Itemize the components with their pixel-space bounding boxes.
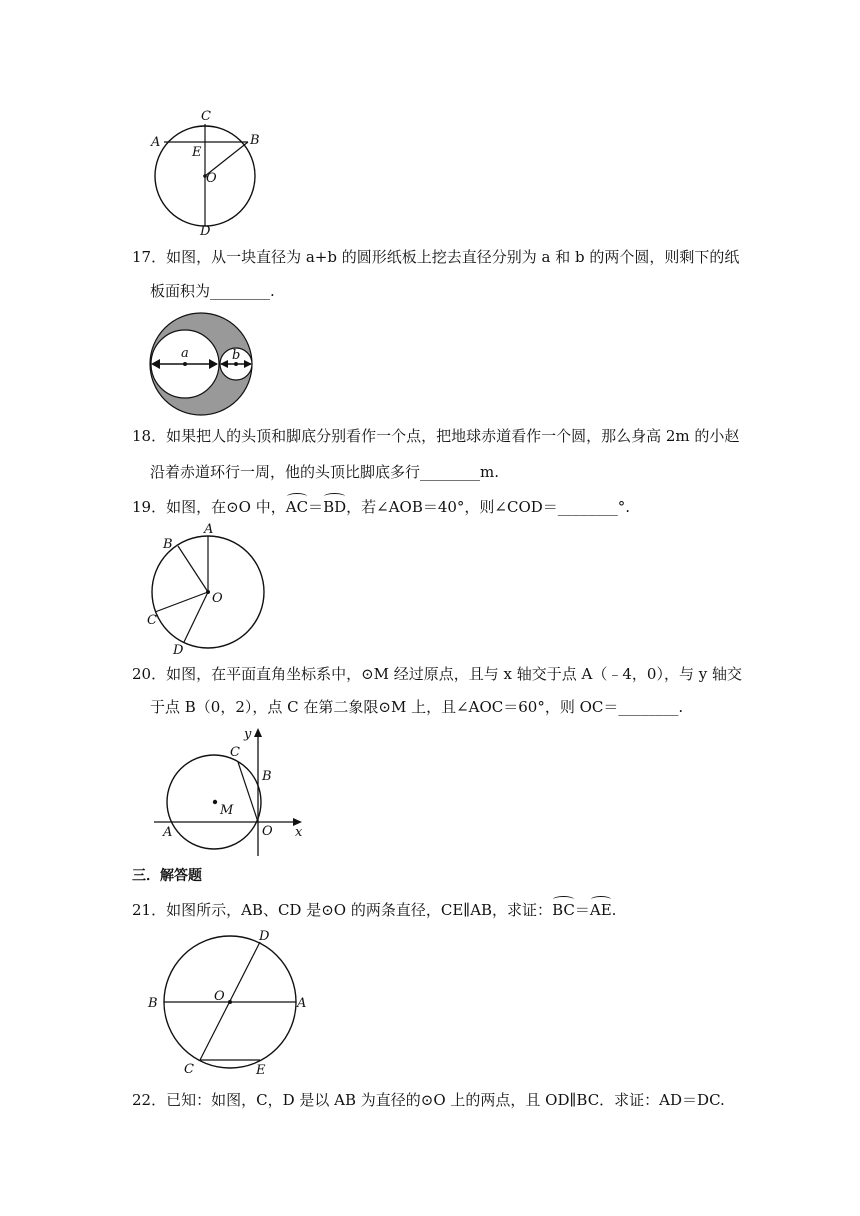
figure-17-circles — [148, 312, 258, 416]
q18-line2: 沿着赤道环行一周，他的头顶比脚底多行________m. — [150, 463, 499, 481]
label-a: A — [297, 996, 307, 1011]
label-c: C — [184, 1062, 194, 1077]
radius-ob — [178, 546, 208, 592]
label-d: D — [173, 643, 184, 656]
label-y: y — [244, 727, 252, 742]
center-a-dot — [183, 362, 187, 366]
label-x: x — [295, 825, 303, 840]
label-c: C — [201, 109, 211, 124]
label-a: A — [163, 825, 173, 840]
q19-eq: ＝ — [308, 498, 324, 516]
q18-line1: 18．如果把人的头顶和脚底分别看作一个点，把地球赤道看作一个圆，那么身高 2m 的小赵 — [132, 427, 740, 445]
q19-suffix: ，若∠AOB＝40°，则∠COD＝________°. — [346, 498, 631, 516]
label-e: E — [256, 1063, 266, 1078]
label-m: M — [220, 803, 234, 818]
q21-suffix: . — [611, 901, 617, 919]
center-o-dot — [206, 590, 210, 594]
label-o: O — [212, 591, 223, 606]
figure-21-circle — [146, 926, 312, 1078]
label-c: C — [147, 613, 157, 628]
q19-arc-bd: BD — [323, 498, 347, 516]
label-o: O — [214, 989, 225, 1004]
q22-line1: 22．已知：如图，C，D 是以 AB 为直径的⊙O 上的两点，且 OD∥BC．求证：AD＝DC. — [132, 1091, 725, 1109]
label-o: O — [206, 171, 217, 186]
q21-eq: ＝ — [574, 901, 590, 919]
label-e: E — [192, 145, 202, 160]
label-a: A — [151, 135, 161, 150]
label-o: O — [262, 824, 273, 839]
label-b: B — [163, 537, 173, 552]
center-o-dot — [228, 1000, 232, 1004]
label-b: B — [262, 769, 272, 784]
label-b: b — [232, 348, 241, 363]
q21-arc-bc: BC — [552, 901, 575, 919]
q20-line2: 于点 B（0，2），点 C 在第二象限⊙M 上，且∠AOC＝60°，则 OC＝________. — [150, 698, 684, 716]
q21-line — [132, 900, 616, 920]
y-axis-arrow — [254, 728, 262, 737]
segment-oc — [238, 762, 258, 822]
q17-line1: 17．如图，从一块直径为 a+b 的圆形纸板上挖去直径分别为 a 和 b 的两个圆，则剩下的纸 — [132, 248, 740, 266]
label-c: C — [230, 745, 240, 760]
q19-line — [132, 497, 630, 517]
label-a: A — [204, 522, 214, 537]
label-d: D — [200, 224, 211, 236]
q17-line2: 板面积为________. — [150, 282, 275, 300]
label-a: a — [181, 346, 189, 361]
figure-19-circle — [146, 522, 270, 656]
q21-prefix: 21．如图所示，AB、CD 是⊙O 的两条直径，CE∥AB，求证： — [132, 901, 553, 919]
q19-prefix: 19．如图，在⊙O 中， — [132, 498, 286, 516]
figure-20-coordinate — [150, 726, 310, 858]
q20-line1: 20．如图，在平面直角坐标系中，⊙M 经过原点，且与 x 轴交于点 A（﹣4，0），与 y 轴交 — [132, 665, 742, 683]
section-title: 三．解答题 — [132, 868, 202, 884]
q19-arc-ac: AC — [285, 498, 309, 516]
label-d: D — [259, 929, 270, 944]
center-m-dot — [213, 800, 217, 804]
label-b: B — [250, 133, 260, 148]
q21-arc-ae: AE — [589, 901, 612, 919]
label-b: B — [148, 996, 158, 1011]
figure-16-circle — [148, 104, 268, 236]
